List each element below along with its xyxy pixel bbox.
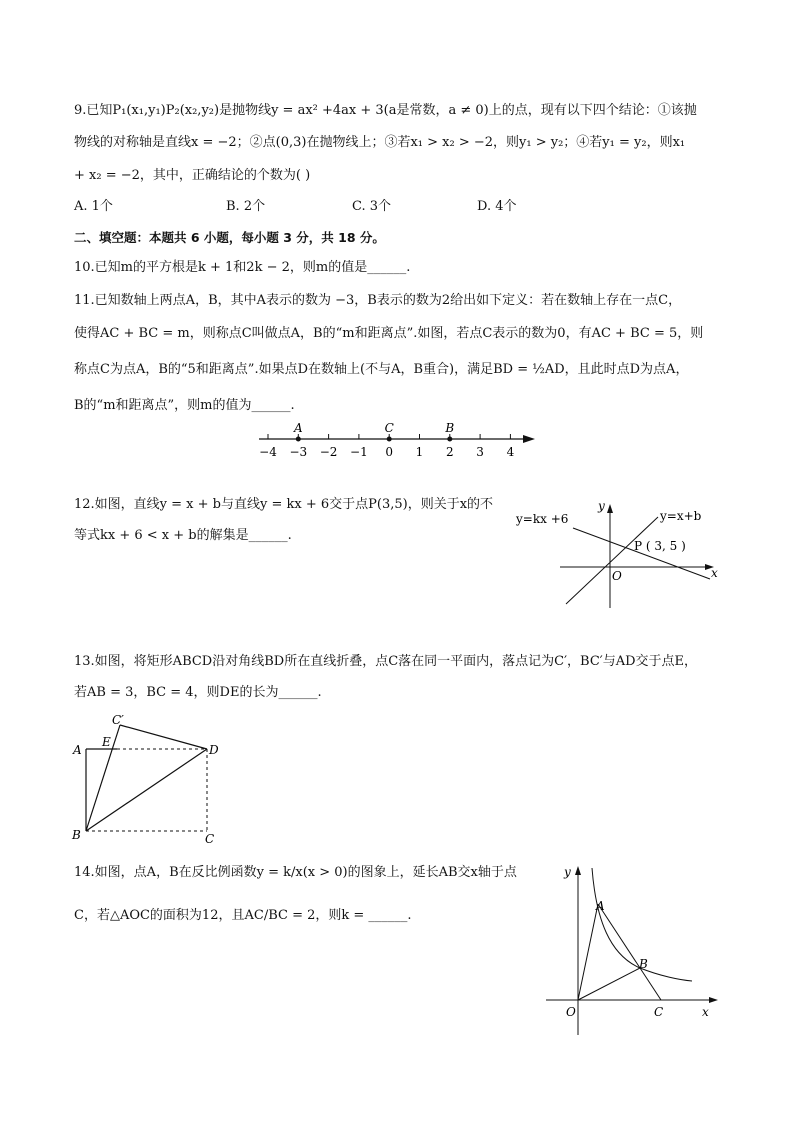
q14-y-arrow [575, 866, 581, 875]
q14-label-c: C [654, 1005, 664, 1019]
number-line-point-c [387, 437, 392, 442]
q12-line1: 12.如图，直线y = x + b与直线y = kx + 6交于点P(3,5)，则关于x的不 [74, 497, 494, 512]
number-line-point-label: A [293, 421, 303, 435]
q13-label-e: E [102, 735, 111, 749]
q14-segment-oa [578, 904, 598, 1000]
number-line-point-b [447, 437, 452, 442]
q14-figure [540, 860, 740, 1045]
q13-label-c: C [205, 832, 215, 846]
number-line-point-label: C [384, 421, 394, 435]
q12-y-arrow [607, 504, 613, 513]
number-line-arrow [523, 435, 535, 443]
q13-label-b: B [72, 828, 81, 842]
number-line-point-a [296, 437, 301, 442]
q12-line2: 等式kx + 6 < x + b的解集是______. [74, 528, 292, 543]
q12-label-line-b: y=x+b [660, 509, 702, 523]
number-line-tick-label: 2 [445, 445, 454, 459]
number-line-tick-label: −3 [289, 445, 308, 459]
q13-label-cp: C′ [112, 713, 124, 727]
q12-graph [510, 490, 740, 610]
section-heading: 二、填空题：本题共 6 小题，每小题 3 分，共 18 分。 [74, 230, 385, 245]
q14-segment-ob [578, 968, 640, 1000]
q13-label-a: A [73, 743, 82, 757]
q13-line2: 若AB = 3，BC = 4，则DE的长为______. [74, 685, 322, 700]
q12-label-line-a: y=kx +6 [516, 512, 569, 526]
number-line-tick-label: 3 [476, 445, 484, 459]
q9-option-a: A. 1个 [74, 199, 113, 214]
q13-figure [70, 710, 230, 845]
q14-line1: 14.如图，点A，B在反比例函数y = k/x(x > 0)的图象上，延长AB交x轴于点 [74, 865, 517, 880]
q12-line-kx6 [573, 528, 710, 579]
q14-label-o: O [566, 1005, 576, 1019]
q11-line1: 11.已知数轴上两点A，B，其中A表示的数为 −3，B表示的数为2给出如下定义：若在数轴上存在一点C， [74, 293, 682, 308]
q9-option-b: B. 2个 [226, 199, 266, 214]
q12-label-y: y [598, 499, 605, 513]
q9-line2: 物线的对称轴是直线x = −2；②点(0,3)在抛物线上；③若x₁ > x₂ > −2，则y₁ > y₂；④若y₁ = y₂，则x₁ [74, 135, 686, 150]
q14-label-a: A [596, 899, 605, 913]
number-line-tick-label: 0 [385, 445, 394, 459]
q14-label-y: y [564, 865, 571, 879]
number-line-tick-label: −1 [350, 445, 368, 459]
q14-x-arrow [709, 997, 718, 1003]
q12-label-x: x [711, 566, 718, 580]
q11-line4: B的“m和距离点”，则m的值为______. [74, 398, 295, 413]
q9-line3: + x₂ = −2，其中，正确结论的个数为( ) [74, 168, 311, 183]
q10-text: 10.已知m的平方根是k + 1和2k − 2，则m的值是______. [74, 260, 411, 275]
number-line-tick-label: 4 [506, 445, 515, 459]
number-line-tick-label: −2 [319, 445, 338, 459]
q12-label-point: P ( 3, 5 ) [634, 539, 686, 553]
q14-label-b: B [639, 957, 648, 971]
number-line-tick-label: −4 [259, 445, 277, 459]
q13-diagonal-bd [86, 749, 207, 831]
q9-line1: 9.已知P₁(x₁,y₁)P₂(x₂,y₂)是抛物线y = ax² +4ax + 3(a是常数，a ≠ 0)上的点，现有以下四个结论：①该抛 [74, 103, 697, 118]
q11-line2: 使得AC + BC = m，则称点C叫做点A，B的“m和距离点”.如图，若点C表示的数为0，有AC + BC = 5，则 [74, 326, 704, 341]
q9-option-c: C. 3个 [352, 199, 392, 214]
number-line-tick-label: 1 [415, 445, 424, 459]
q14-line2: C，若△AOC的面积为12，且AC/BC = 2，则k = ______. [74, 908, 412, 923]
number-line-point-label: B [445, 421, 455, 435]
q12-label-origin: O [612, 569, 622, 583]
q13-fold-cpd [120, 725, 207, 749]
q11-line3: 称点C为点A，B的“5和距离点”.如果点D在数轴上(不与A，B重合)，满足BD = ½AD，且此时点D为点A， [74, 362, 689, 377]
q13-label-d: D [209, 743, 219, 757]
q14-segment-ac [598, 904, 661, 1000]
q9-option-d: D. 4个 [477, 199, 517, 214]
q14-label-x: x [702, 1005, 709, 1019]
number-line-figure [255, 418, 545, 463]
q13-line1: 13.如图，将矩形ABCD沿对角线BD所在直线折叠，点C落在同一平面内，落点记为C′，BC′与AD交于点E， [74, 654, 698, 669]
